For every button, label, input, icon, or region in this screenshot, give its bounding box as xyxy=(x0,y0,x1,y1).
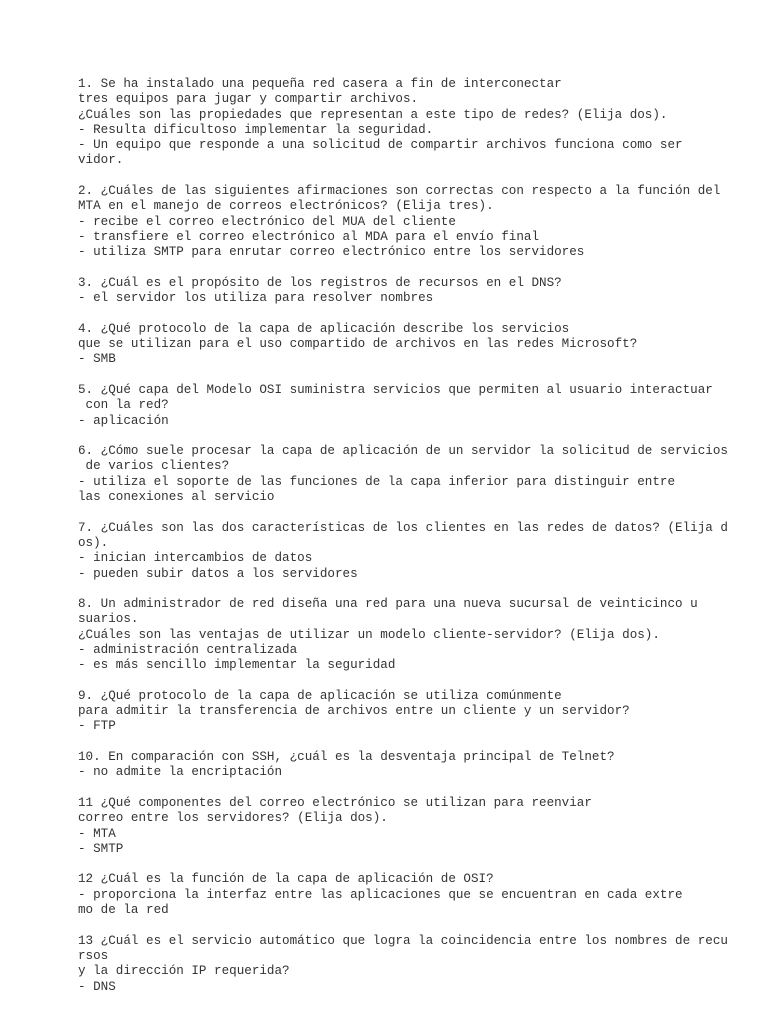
question-7-line-1: 7. ¿Cuáles son las dos características de los clientes en las redes de datos? (Elija d xyxy=(78,520,728,535)
question-8-line-1: 8. Un administrador de red diseña una red para una nueva sucursal de veinticinco u xyxy=(78,597,698,612)
question-9-line-3: - FTP xyxy=(78,719,116,734)
question-1 xyxy=(78,77,748,169)
question-4-line-1: 4. ¿Qué protocolo de la capa de aplicación describe los servicios xyxy=(78,321,570,336)
question-13-line-3: y la dirección IP requerida? xyxy=(78,964,290,979)
question-8-line-2: suarios. xyxy=(78,612,139,627)
question-2-line-4: - transfiere el correo electrónico al MDA para el envío final xyxy=(78,229,540,244)
question-12-line-3: mo de la red xyxy=(78,903,169,918)
question-11 xyxy=(78,796,748,857)
question-6 xyxy=(78,444,748,505)
question-1-line-1: 1. Se ha instalado una pequeña red casera a fin de interconectar xyxy=(78,77,562,91)
question-3-line-2: - el servidor los utiliza para resolver nombres xyxy=(78,291,434,306)
question-3-line-1: 3. ¿Cuál es el propósito de los registros de recursos en el DNS? xyxy=(78,275,562,290)
question-4-line-2: que se utilizan para el uso compartido de archivos en las redes Microsoft? xyxy=(78,337,638,352)
question-11-line-4: - SMTP xyxy=(78,841,124,856)
question-9 xyxy=(78,689,748,735)
question-1-line-3: ¿Cuáles son las propiedades que representan a este tipo de redes? (Elija dos). xyxy=(78,107,668,122)
question-1-line-6: vidor. xyxy=(78,153,124,168)
question-5 xyxy=(78,383,748,429)
question-7 xyxy=(78,521,748,582)
question-7-line-3: - inician intercambios de datos xyxy=(78,551,313,566)
question-2-line-5: - utiliza SMTP para enrutar correo electrónico entre los servidores xyxy=(78,245,585,260)
question-6-line-4: las conexiones al servicio xyxy=(78,490,275,505)
question-8 xyxy=(78,597,748,673)
question-12 xyxy=(78,872,748,918)
question-6-line-2: de varios clientes? xyxy=(78,459,230,474)
question-10-line-1: 10. En comparación con SSH, ¿cuál es la desventaja principal de Telnet? xyxy=(78,750,615,765)
question-13-line-2: rsos xyxy=(78,948,109,963)
question-13 xyxy=(78,934,748,995)
question-2-line-1: 2. ¿Cuáles de las siguientes afirmaciones son correctas con respecto a la función del xyxy=(78,184,721,199)
question-13-line-1: 13 ¿Cuál es el servicio automático que logra la coincidencia entre los nombres de recu xyxy=(78,933,728,948)
question-2-line-2: MTA en el manejo de correos electrónicos? (Elija tres). xyxy=(78,199,494,214)
question-9-line-1: 9. ¿Qué protocolo de la capa de aplicación se utiliza comúnmente xyxy=(78,688,562,703)
question-2-line-3: - recibe el correo electrónico del MUA del cliente xyxy=(78,214,456,229)
question-12-line-1: 12 ¿Cuál es la función de la capa de aplicación de OSI? xyxy=(78,872,494,887)
question-13-line-4: - DNS xyxy=(78,979,116,994)
question-1-line-5: - Un equipo que responde a una solicitud de compartir archivos funciona como ser xyxy=(78,138,683,153)
question-8-line-3: ¿Cuáles son las ventajas de utilizar un modelo cliente-servidor? (Elija dos). xyxy=(78,627,660,642)
question-11-line-3: - MTA xyxy=(78,826,116,841)
question-4 xyxy=(78,322,748,368)
question-5-line-3: - aplicación xyxy=(78,413,169,428)
question-5-line-2: con la red? xyxy=(78,398,169,413)
question-12-line-2: - proporciona la interfaz entre las aplicaciones que se encuentran en cada extre xyxy=(78,887,683,902)
question-3 xyxy=(78,276,748,307)
question-4-line-3: - SMB xyxy=(78,352,116,367)
question-6-line-1: 6. ¿Cómo suele procesar la capa de aplicación de un servidor la solicitud de servicios xyxy=(78,444,728,459)
question-10 xyxy=(78,750,748,781)
question-2 xyxy=(78,184,748,260)
question-7-line-2: os). xyxy=(78,535,109,550)
question-11-line-1: 11 ¿Qué componentes del correo electrónico se utilizan para reenviar xyxy=(78,795,592,810)
question-9-line-2: para admitir la transferencia de archivos entre un cliente y un servidor? xyxy=(78,704,630,719)
question-1-line-2: tres equipos para jugar y compartir archivos. xyxy=(78,92,419,107)
question-5-line-1: 5. ¿Qué capa del Modelo OSI suministra servicios que permiten al usuario interactuar xyxy=(78,382,713,397)
question-11-line-2: correo entre los servidores? (Elija dos). xyxy=(78,811,388,826)
question-1-line-4: - Resulta dificultoso implementar la seguridad. xyxy=(78,122,434,137)
question-8-line-5: - es más sencillo implementar la seguridad xyxy=(78,658,396,673)
question-7-line-4: - pueden subir datos a los servidores xyxy=(78,566,358,581)
question-6-line-3: - utiliza el soporte de las funciones de la capa inferior para distinguir entre xyxy=(78,474,676,489)
question-8-line-4: - administración centralizada xyxy=(78,642,298,657)
question-10-line-2: - no admite la encriptación xyxy=(78,765,283,780)
